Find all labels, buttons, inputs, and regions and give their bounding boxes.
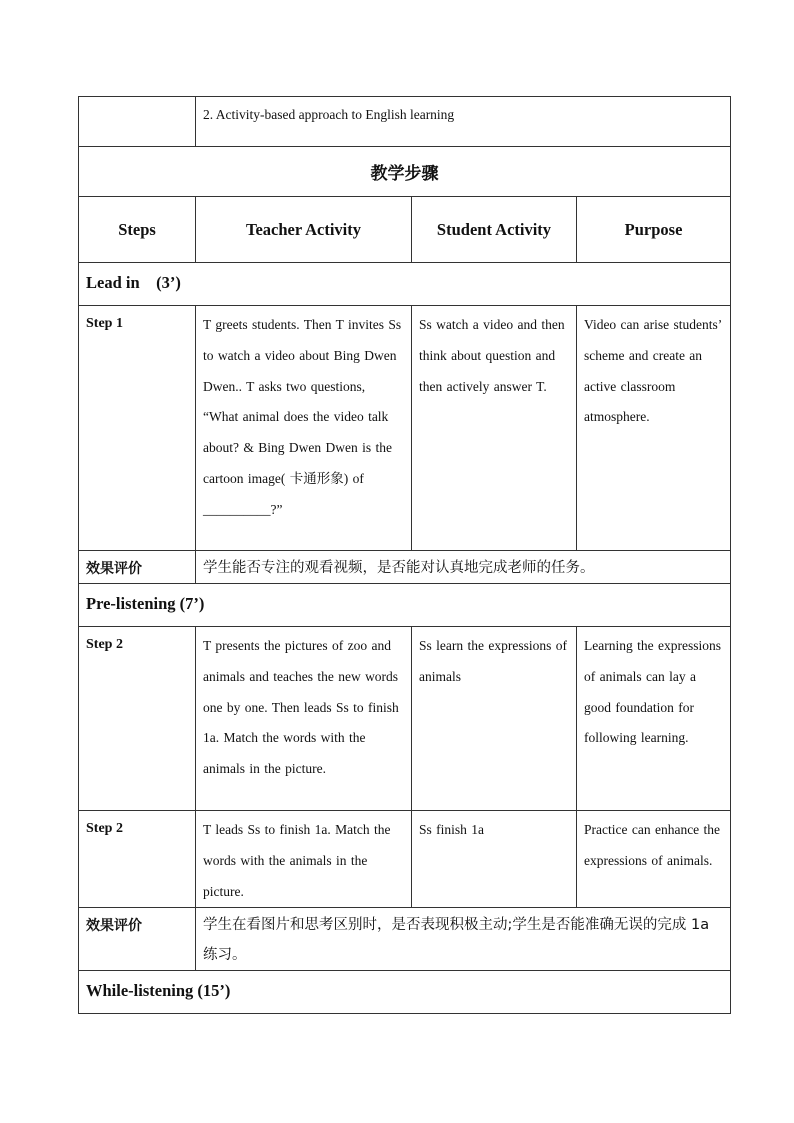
teacher-activity-cell: T leads Ss to finish 1a. Match the words with the animals in the picture. xyxy=(196,811,412,908)
purpose-cell: Practice can enhance the expressions of animals. xyxy=(577,811,731,908)
teacher-activity-cell: T presents the pictures of zoo and animals and teaches the new words one by one. Then leads Ss to finish 1a. Match the words with the animals in the picture. xyxy=(196,627,412,811)
objective-empty-cell xyxy=(79,97,196,147)
evaluation-row-pre-listening xyxy=(79,908,731,971)
phase-row-pre-listening xyxy=(79,584,731,627)
header-steps: Steps xyxy=(79,197,196,263)
teacher-activity-cell: T greets students. Then T invites Ss to watch a video about Bing Dwen Dwen.. T asks two questions, “What animal does the video talk about? & Bing Dwen Dwen is the cartoon image( 卡通形象) of __________?” xyxy=(196,306,412,551)
section-title-row xyxy=(79,147,731,197)
student-activity-cell: Ss watch a video and then think about question and then actively answer T. xyxy=(412,306,577,551)
step-row-2b xyxy=(79,811,731,908)
objective-row xyxy=(79,97,731,147)
purpose-cell: Video can arise students’ scheme and create an active classroom atmosphere. xyxy=(577,306,731,551)
section-title: 教学步骤 xyxy=(79,147,731,197)
objective-text: 2. Activity-based approach to English learning xyxy=(196,97,731,147)
lesson-plan-table xyxy=(78,96,731,1014)
phase-title-lead-in: Lead in (3’) xyxy=(79,263,731,306)
step-row-1 xyxy=(79,306,731,551)
evaluation-label: 效果评价 xyxy=(79,908,196,971)
step-row-2a xyxy=(79,627,731,811)
student-activity-cell: Ss finish 1a xyxy=(412,811,577,908)
student-activity-cell: Ss learn the expressions of animals xyxy=(412,627,577,811)
evaluation-text: 学生在看图片和思考区别时，是否表现积极主动;学生是否能准确无误的完成 1a 练习。 xyxy=(196,908,731,971)
header-teacher-activity: Teacher Activity xyxy=(196,197,412,263)
phase-title-pre-listening: Pre-listening (7’) xyxy=(79,584,731,627)
evaluation-text: 学生能否专注的观看视频，是否能对认真地完成老师的任务。 xyxy=(196,551,731,584)
purpose-cell: Learning the expressions of animals can lay a good foundation for following learning. xyxy=(577,627,731,811)
evaluation-row-lead-in xyxy=(79,551,731,584)
step-label: Step 2 xyxy=(79,627,196,811)
step-label: Step 1 xyxy=(79,306,196,551)
step-label: Step 2 xyxy=(79,811,196,908)
header-purpose: Purpose xyxy=(577,197,731,263)
phase-title-while-listening: While-listening (15’) xyxy=(79,971,731,1014)
evaluation-label: 效果评价 xyxy=(79,551,196,584)
phase-row-while-listening xyxy=(79,971,731,1014)
column-header-row xyxy=(79,197,731,263)
header-student-activity: Student Activity xyxy=(412,197,577,263)
phase-row-lead-in xyxy=(79,263,731,306)
